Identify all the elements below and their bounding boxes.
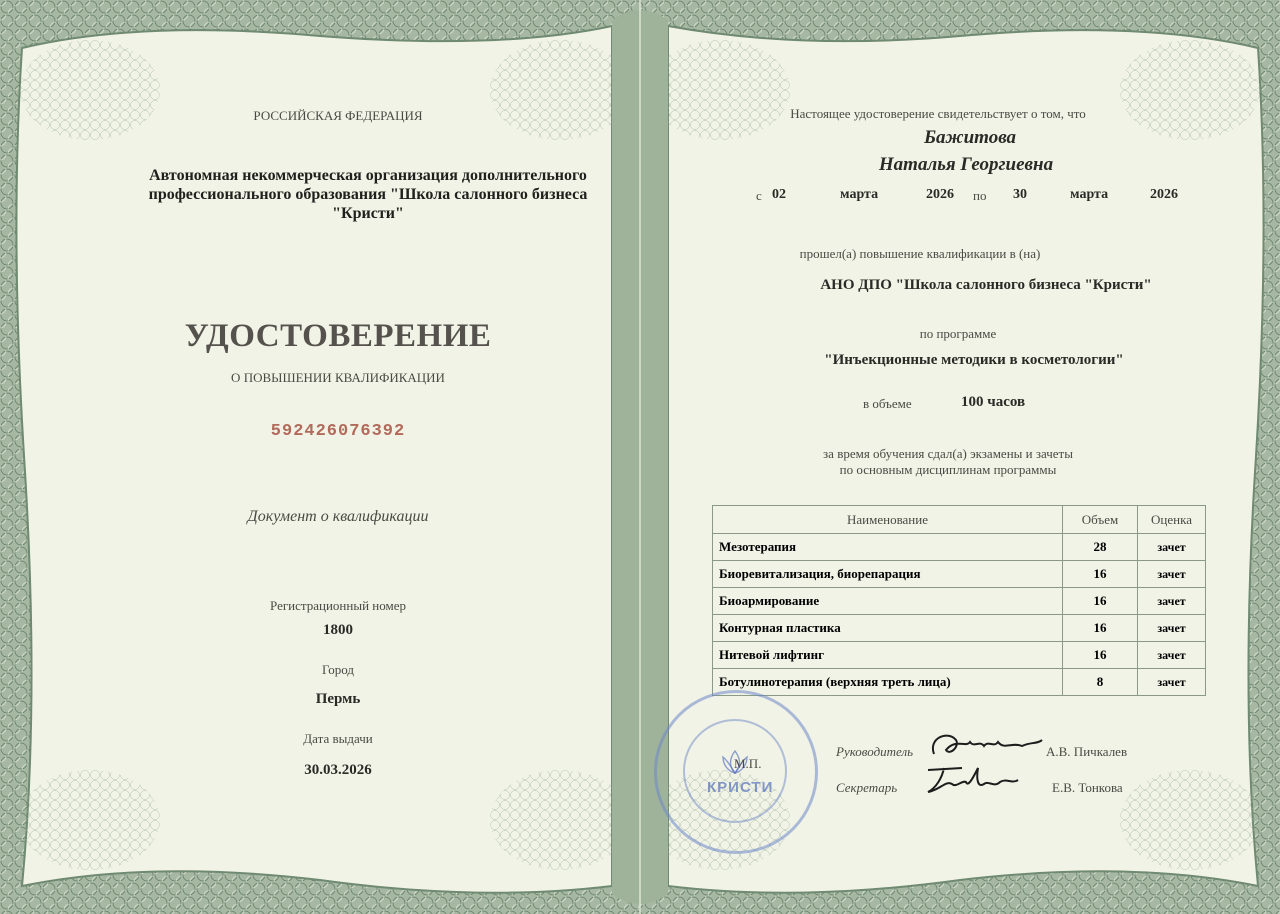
table-row [713, 642, 1206, 669]
seal-text: КРИСТИ [707, 779, 774, 796]
program-label: по программе [919, 326, 997, 341]
volume-label: в объеме [863, 396, 912, 411]
column-header-name: Наименование [713, 506, 1063, 534]
subject-hours: 28 [1063, 534, 1138, 561]
subject-name: Ботулинотерапия (верхняя треть лица) [713, 669, 1063, 696]
city-label: Город [321, 662, 355, 677]
table-row [713, 669, 1206, 696]
director-signature-icon [926, 728, 1046, 764]
organization-name: Автономная некоммерческая организация дополнительного профессионального образования "Школа салонного бизнеса "Кристи" [148, 167, 588, 222]
issue-date-label: Дата выдачи [303, 731, 373, 746]
intro-text: Настоящее удостоверение свидетельствует о том, что [790, 106, 1086, 121]
subject-grade: зачет [1138, 669, 1206, 696]
subject-hours: 16 [1063, 588, 1138, 615]
certificate-title: УДОСТОВЕРЕНИЕ [184, 318, 492, 354]
subject-hours: 16 [1063, 642, 1138, 669]
secretary-name: Е.В. Тонкова [1052, 780, 1123, 795]
subject-name: Мезотерапия [713, 534, 1063, 561]
table-header-row [713, 506, 1206, 534]
subject-hours: 16 [1063, 615, 1138, 642]
subject-hours: 16 [1063, 561, 1138, 588]
holder-given-names: Наталья Георгиевна [878, 154, 1054, 175]
table-row [713, 534, 1206, 561]
period-from-day: 02 [772, 187, 786, 202]
subject-name: Нитевой лифтинг [713, 642, 1063, 669]
subject-hours: 8 [1063, 669, 1138, 696]
subject-grade: зачет [1138, 615, 1206, 642]
table-row [713, 561, 1206, 588]
serial-number: 592426076392 [270, 422, 406, 441]
table-row [713, 615, 1206, 642]
column-header-grade: Оценка [1138, 506, 1206, 534]
volume-value: 100 часов [961, 394, 1026, 410]
subject-grade: зачет [1138, 561, 1206, 588]
registration-label: Регистрационный номер [270, 598, 406, 613]
director-name: А.В. Пичкалев [1046, 744, 1128, 759]
subject-name: Биоармирование [713, 588, 1063, 615]
subject-name: Контурная пластика [713, 615, 1063, 642]
subject-grade: зачет [1138, 588, 1206, 615]
secretary-label: Секретарь [836, 780, 898, 795]
period-to-prefix: по [973, 188, 987, 203]
table-row [713, 588, 1206, 615]
exam-line-1: за время обучения сдал(а) экзамены и зачеты [823, 446, 1073, 461]
exam-line-2: по основным дисциплинам программы [839, 462, 1057, 477]
organization-seal [654, 690, 818, 854]
document-type: Документ о квалификации [247, 508, 429, 525]
certificate-subtitle: О ПОВЫШЕНИИ КВАЛИФИКАЦИИ [231, 370, 445, 385]
director-label: Руководитель [836, 744, 914, 759]
period-to-day: 30 [1013, 187, 1027, 202]
secretary-signature-icon [922, 762, 1022, 798]
subject-grade: зачет [1138, 642, 1206, 669]
registration-number: 1800 [323, 622, 353, 638]
passed-label: прошел(а) повышение квалификации в (на) [799, 246, 1041, 261]
subject-grade: зачет [1138, 534, 1206, 561]
period-from-year: 2026 [926, 187, 954, 202]
period-from-prefix: с [756, 188, 762, 203]
city-value: Пермь [315, 691, 361, 707]
period-to-year: 2026 [1150, 187, 1178, 202]
program-name: "Инъекционные методики в косметологии" [824, 352, 1124, 368]
institution-name: АНО ДПО "Школа салонного бизнеса "Кристи" [820, 277, 1152, 293]
subject-name: Биоревитализация, биорепарация [713, 561, 1063, 588]
seal-place-label: М.П. [734, 756, 762, 771]
column-header-hours: Объем [1063, 506, 1138, 534]
subjects-table [712, 505, 1206, 696]
issue-date: 30.03.2026 [304, 762, 372, 778]
holder-surname: Бажитова [923, 127, 1017, 148]
period-to-month: марта [1070, 187, 1109, 202]
country-label: РОССИЙСКАЯ ФЕДЕРАЦИЯ [253, 108, 423, 123]
period-from-month: марта [840, 187, 879, 202]
